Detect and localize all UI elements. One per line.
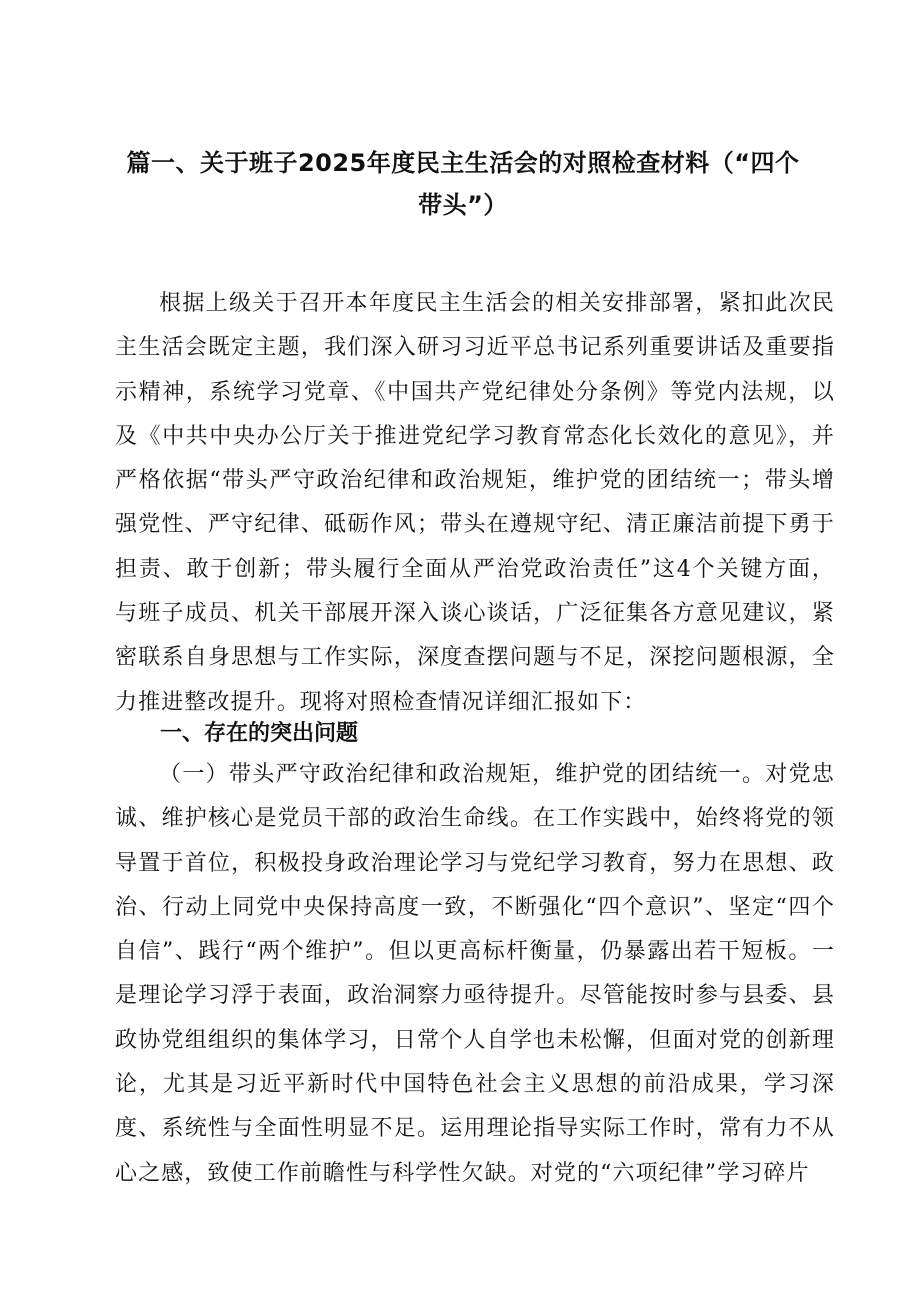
intro-paragraph: 根据上级关于召开本年度民主生活会的相关安排部署，紧扣此次民主生活会既定主题，我们深入研习习近平总书记系列重要讲话及重要指示精神，系统学习党章、《中国共产党纪律处分条例》等党内法规，以及《中共中央办公厅关于推进党纪学习教育常态化长效化的意见》，并严格依据“带头严守政治纪律和政治规矩，维护党的团结统一；带头增强党性、严守纪律、砥砺作风；带头在遵规守纪、清正廉洁前提下勇于担责、敢于创新；带头履行全面从严治党政治责任”这4个关键方面，与班子成员、机关干部展开深入谈心谈话，广泛征集各方意见建议，紧密联系自身思想与工作实际，深度查摆问题与不足，深挖问题根源，全力推进整改提升。现将对照检查情况详细汇报如下： — [115, 291, 835, 715]
section-heading: 一、存在的突出问题 — [160, 721, 359, 746]
document-title: 篇一、关于班子2025年度民主生活会的对照检查材料（“四个带头”） — [126, 149, 800, 219]
section-paragraph: （一）带头严守政治纪律和政治规矩，维护党的团结统一。对党忠诚、维护核心是党员干部的政治生命线。在工作实践中，始终将党的领导置于首位，积极投身政治理论学习与党纪学习教育，努力在思想、政治、行动上同党中央保持高度一致，不断强化“四个意识”、坚定“四个自信”、践行“两个维护”。但以更高标杆衡量，仍暴露出若干短板。一是理论学习浮于表面，政治洞察力亟待提升。尽管能按时参与县委、县政协党组组织的集体学习，日常个人自学也未松懈，但面对党的创新理论，尤其是习近平新时代中国特色社会主义思想的前沿成果，学习深度、系统性与全面性明显不足。运用理论指导实际工作时，常有力不从心之感，致使工作前瞻性与科学性欠缺。对党的“六项纪律”学习碎片 — [115, 762, 835, 1186]
